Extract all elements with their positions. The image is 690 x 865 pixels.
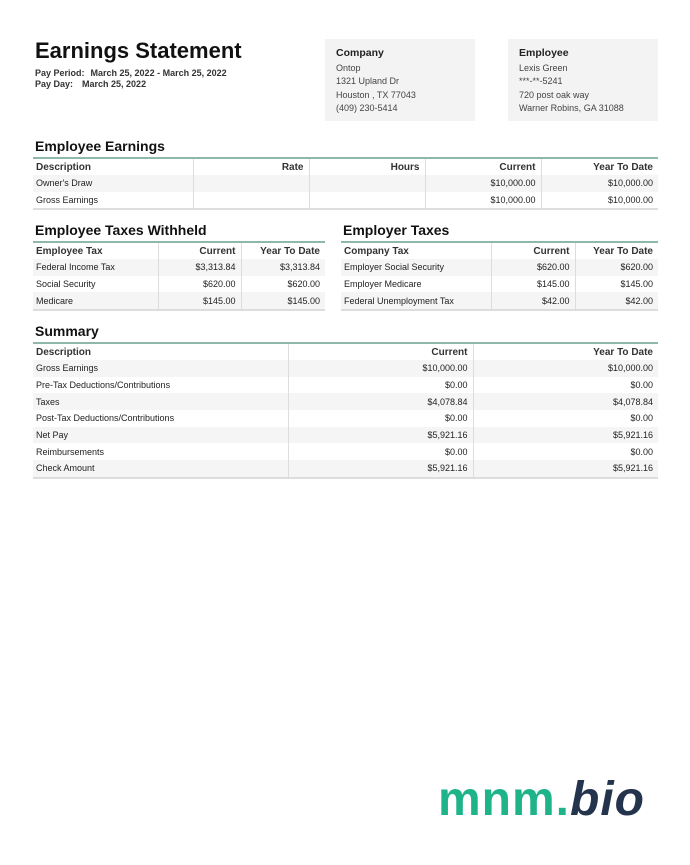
table-row <box>33 292 325 310</box>
employee-city: Warner Robins, GA 31088 <box>519 103 624 113</box>
table-cell: $3,313.84 <box>158 259 241 276</box>
column-header: Year To Date <box>241 242 325 259</box>
table-cell: $10,000.00 <box>541 192 658 210</box>
table-cell: $620.00 <box>575 259 658 276</box>
earnings-title: Employee Earnings <box>35 138 165 154</box>
table-cell: $145.00 <box>241 292 325 310</box>
table-cell <box>193 175 309 192</box>
employee-name: Lexis Green <box>519 62 568 73</box>
table-cell: $0.00 <box>473 443 658 460</box>
page-title: Earnings Statement <box>35 38 242 63</box>
company-info <box>325 39 475 121</box>
table-cell: $10,000.00 <box>288 360 473 377</box>
table-header-row <box>341 242 658 259</box>
table-header-row <box>33 242 325 259</box>
pay-period-label: Pay Period: <box>35 68 85 78</box>
table-row <box>341 292 658 310</box>
column-header: Year To Date <box>541 158 658 175</box>
table-cell: $0.00 <box>473 377 658 394</box>
company-city: Houston , TX 77043 <box>336 89 416 100</box>
employee-info <box>508 39 658 121</box>
company-heading: Company <box>336 47 384 59</box>
table-row <box>341 276 658 293</box>
table-row <box>33 460 658 478</box>
table-cell: $5,921.16 <box>288 427 473 444</box>
table-cell: Social Security <box>36 279 96 290</box>
table-cell: $5,921.16 <box>473 460 658 478</box>
column-header: Hours <box>309 158 425 175</box>
summary-table <box>33 342 658 479</box>
table-cell: $10,000.00 <box>425 175 541 192</box>
table-row <box>33 192 658 210</box>
column-header: Year To Date <box>575 242 658 259</box>
table-cell: Employer Medicare <box>344 279 422 290</box>
table-cell: $0.00 <box>473 410 658 427</box>
column-header: Description <box>36 346 92 358</box>
table-cell: Federal Unemployment Tax <box>344 295 454 306</box>
table-cell: $10,000.00 <box>541 175 658 192</box>
company-phone: (409) 230-5414 <box>336 103 398 113</box>
table-cell: $0.00 <box>288 410 473 427</box>
table-cell: $0.00 <box>288 377 473 394</box>
table-cell: $42.00 <box>575 292 658 310</box>
table-cell: $3,313.84 <box>241 259 325 276</box>
table-cell: Check Amount <box>36 463 95 474</box>
column-header: Rate <box>193 158 309 175</box>
table-cell: $620.00 <box>491 259 575 276</box>
table-cell <box>309 192 425 210</box>
table-cell <box>193 192 309 210</box>
mnm-bio-logo <box>438 772 645 827</box>
table-cell: $42.00 <box>491 292 575 310</box>
table-header-row <box>33 343 658 360</box>
pay-day-label: Pay Day: <box>35 79 74 89</box>
employee-ssn: ***-**-5241 <box>519 76 563 86</box>
table-cell: $10,000.00 <box>473 360 658 377</box>
employee-taxes-title: Employee Taxes Withheld <box>35 222 207 238</box>
pay-day-value: March 25, 2022 <box>82 79 147 89</box>
employer-taxes-title: Employer Taxes <box>343 222 450 238</box>
table-cell: $145.00 <box>158 292 241 310</box>
table-row <box>33 393 658 410</box>
table-cell: $620.00 <box>158 276 241 293</box>
pay-period <box>35 68 227 78</box>
column-header: Description <box>36 161 92 173</box>
table-row <box>33 377 658 394</box>
column-header: Year To Date <box>473 343 658 360</box>
table-row <box>33 410 658 427</box>
table-row <box>33 175 658 192</box>
table-cell: $0.00 <box>288 443 473 460</box>
table-row <box>33 259 325 276</box>
table-cell: Pre-Tax Deductions/Contributions <box>36 380 171 391</box>
table-header-row <box>33 158 658 175</box>
table-cell: $4,078.84 <box>473 393 658 410</box>
table-cell: Owner's Draw <box>36 178 93 189</box>
logo-part-2: bio <box>570 773 645 826</box>
earnings-table <box>33 157 658 210</box>
table-row <box>341 259 658 276</box>
table-cell: $620.00 <box>241 276 325 293</box>
table-cell: Federal Income Tax <box>36 262 115 273</box>
table-cell: Gross Earnings <box>36 363 99 374</box>
summary-title: Summary <box>35 323 99 339</box>
table-cell: Net Pay <box>36 430 69 441</box>
table-cell: Employer Social Security <box>344 262 445 273</box>
table-cell: Post-Tax Deductions/Contributions <box>36 413 175 424</box>
table-cell: Taxes <box>36 396 60 407</box>
table-cell: $10,000.00 <box>425 192 541 210</box>
table-row <box>33 427 658 444</box>
column-header: Employee Tax <box>36 245 103 257</box>
table-cell: $4,078.84 <box>288 393 473 410</box>
table-cell: $145.00 <box>491 276 575 293</box>
employee-taxes-table <box>33 241 325 311</box>
table-cell: Medicare <box>36 295 74 306</box>
column-header: Current <box>491 242 575 259</box>
column-header: Company Tax <box>344 245 409 257</box>
employee-heading: Employee <box>519 47 569 59</box>
table-cell: Gross Earnings <box>36 195 99 206</box>
pay-period-value: March 25, 2022 - March 25, 2022 <box>90 68 227 78</box>
table-cell: $5,921.16 <box>288 460 473 478</box>
company-name: Ontop <box>336 62 361 73</box>
table-cell: Reimbursements <box>36 446 105 457</box>
table-cell: $145.00 <box>575 276 658 293</box>
employer-taxes-table <box>341 241 658 311</box>
column-header: Current <box>425 158 541 175</box>
table-row <box>33 443 658 460</box>
table-row <box>33 276 325 293</box>
table-cell: $5,921.16 <box>473 427 658 444</box>
column-header: Current <box>288 343 473 360</box>
table-row <box>33 360 658 377</box>
table-cell <box>309 175 425 192</box>
employee-address: 720 post oak way <box>519 89 590 100</box>
pay-day <box>35 79 146 89</box>
company-address: 1321 Upland Dr <box>336 76 400 86</box>
logo-part-1: mnm. <box>438 773 571 826</box>
column-header: Current <box>158 242 241 259</box>
